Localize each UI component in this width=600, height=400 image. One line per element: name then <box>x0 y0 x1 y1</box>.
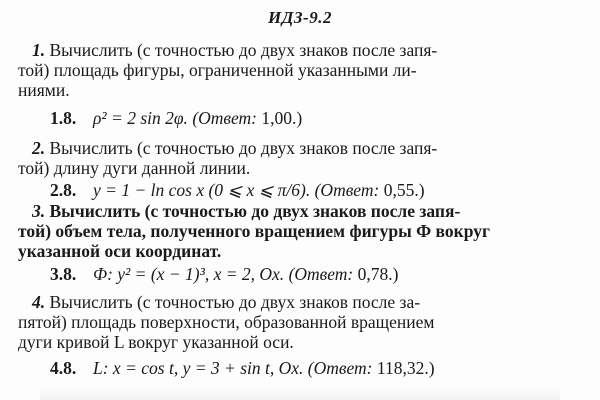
task-1-line-2 <box>18 60 417 80</box>
task-2-text-2: той) длину дуги данной линии. <box>18 158 251 178</box>
task-2-number: 2. <box>32 138 46 158</box>
task-3-line-2 <box>18 221 490 241</box>
task-3-line-1 <box>32 201 460 221</box>
task-4-text-2: пятой) площадь поверхности, образованной вращением <box>18 312 435 332</box>
task-4-text-3: дуги кривой L вокруг указанной оси. <box>18 332 294 352</box>
example-4-8-answer-value: 118,32.) <box>376 358 435 378</box>
task-4-line-3 <box>18 332 294 352</box>
page-bottom-edge <box>40 388 560 400</box>
example-1-8-number: 1.8. <box>50 108 77 128</box>
task-1-line-3 <box>18 80 70 100</box>
task-1-line-1 <box>32 40 437 60</box>
task-2-line-1 <box>32 138 437 158</box>
task-2-text-1: Вычислить (с точностью до двух знаков после запя- <box>49 138 438 158</box>
example-4-8-number: 4.8. <box>50 358 77 378</box>
example-4-8 <box>50 358 435 378</box>
task-3-line-3 <box>18 241 221 261</box>
example-2-8 <box>50 180 425 200</box>
example-3-8-answer-label: (Ответ: <box>288 264 354 284</box>
example-3-8 <box>50 264 398 284</box>
example-1-8-answer-value: 1,00.) <box>261 108 303 128</box>
example-2-8-answer-value: 0,55.) <box>383 180 425 200</box>
task-4-number: 4. <box>32 292 46 312</box>
task-3-text-2: той) объем тела, полученного вращением фигуры Ф вокруг <box>18 221 490 241</box>
task-1-text-3: ниями. <box>18 80 70 100</box>
example-1-8-answer-label: (Ответ: <box>192 108 258 128</box>
example-2-8-number: 2.8. <box>50 180 77 200</box>
task-1-text-2: той) площадь фигуры, ограниченной указанными ли- <box>18 60 417 80</box>
task-4-text-1: Вычислить (с точностью до двух знаков после за- <box>49 292 421 312</box>
task-3-text-3: указанной оси координат. <box>18 241 222 261</box>
task-4-line-1 <box>32 292 420 312</box>
task-4-line-2 <box>18 312 434 332</box>
example-2-8-formula: y = 1 − ln cos x (0 ⩽ x ⩽ π/6). <box>93 180 311 200</box>
example-1-8 <box>50 108 302 128</box>
example-3-8-number: 3.8. <box>50 264 77 284</box>
task-2-line-2 <box>18 158 250 178</box>
task-1-number: 1. <box>32 40 46 60</box>
example-4-8-formula: L: x = cos t, y = 3 + sin t, Ox. <box>93 358 304 378</box>
example-4-8-answer-label: (Ответ: <box>307 358 373 378</box>
example-2-8-answer-label: (Ответ: <box>314 180 380 200</box>
example-3-8-answer-value: 0,78.) <box>357 264 399 284</box>
page-title: ИДЗ-9.2 <box>268 8 332 27</box>
example-3-8-formula: Ф: y² = (x − 1)³, x = 2, Ox. <box>93 264 285 284</box>
task-3-number: 3. <box>32 201 46 221</box>
task-3-text-1: Вычислить (с точностью до двух знаков после запя- <box>49 201 461 221</box>
task-1-text-1: Вычислить (с точностью до двух знаков после запя- <box>49 40 438 60</box>
example-1-8-formula: ρ² = 2 sin 2φ. <box>93 108 188 128</box>
